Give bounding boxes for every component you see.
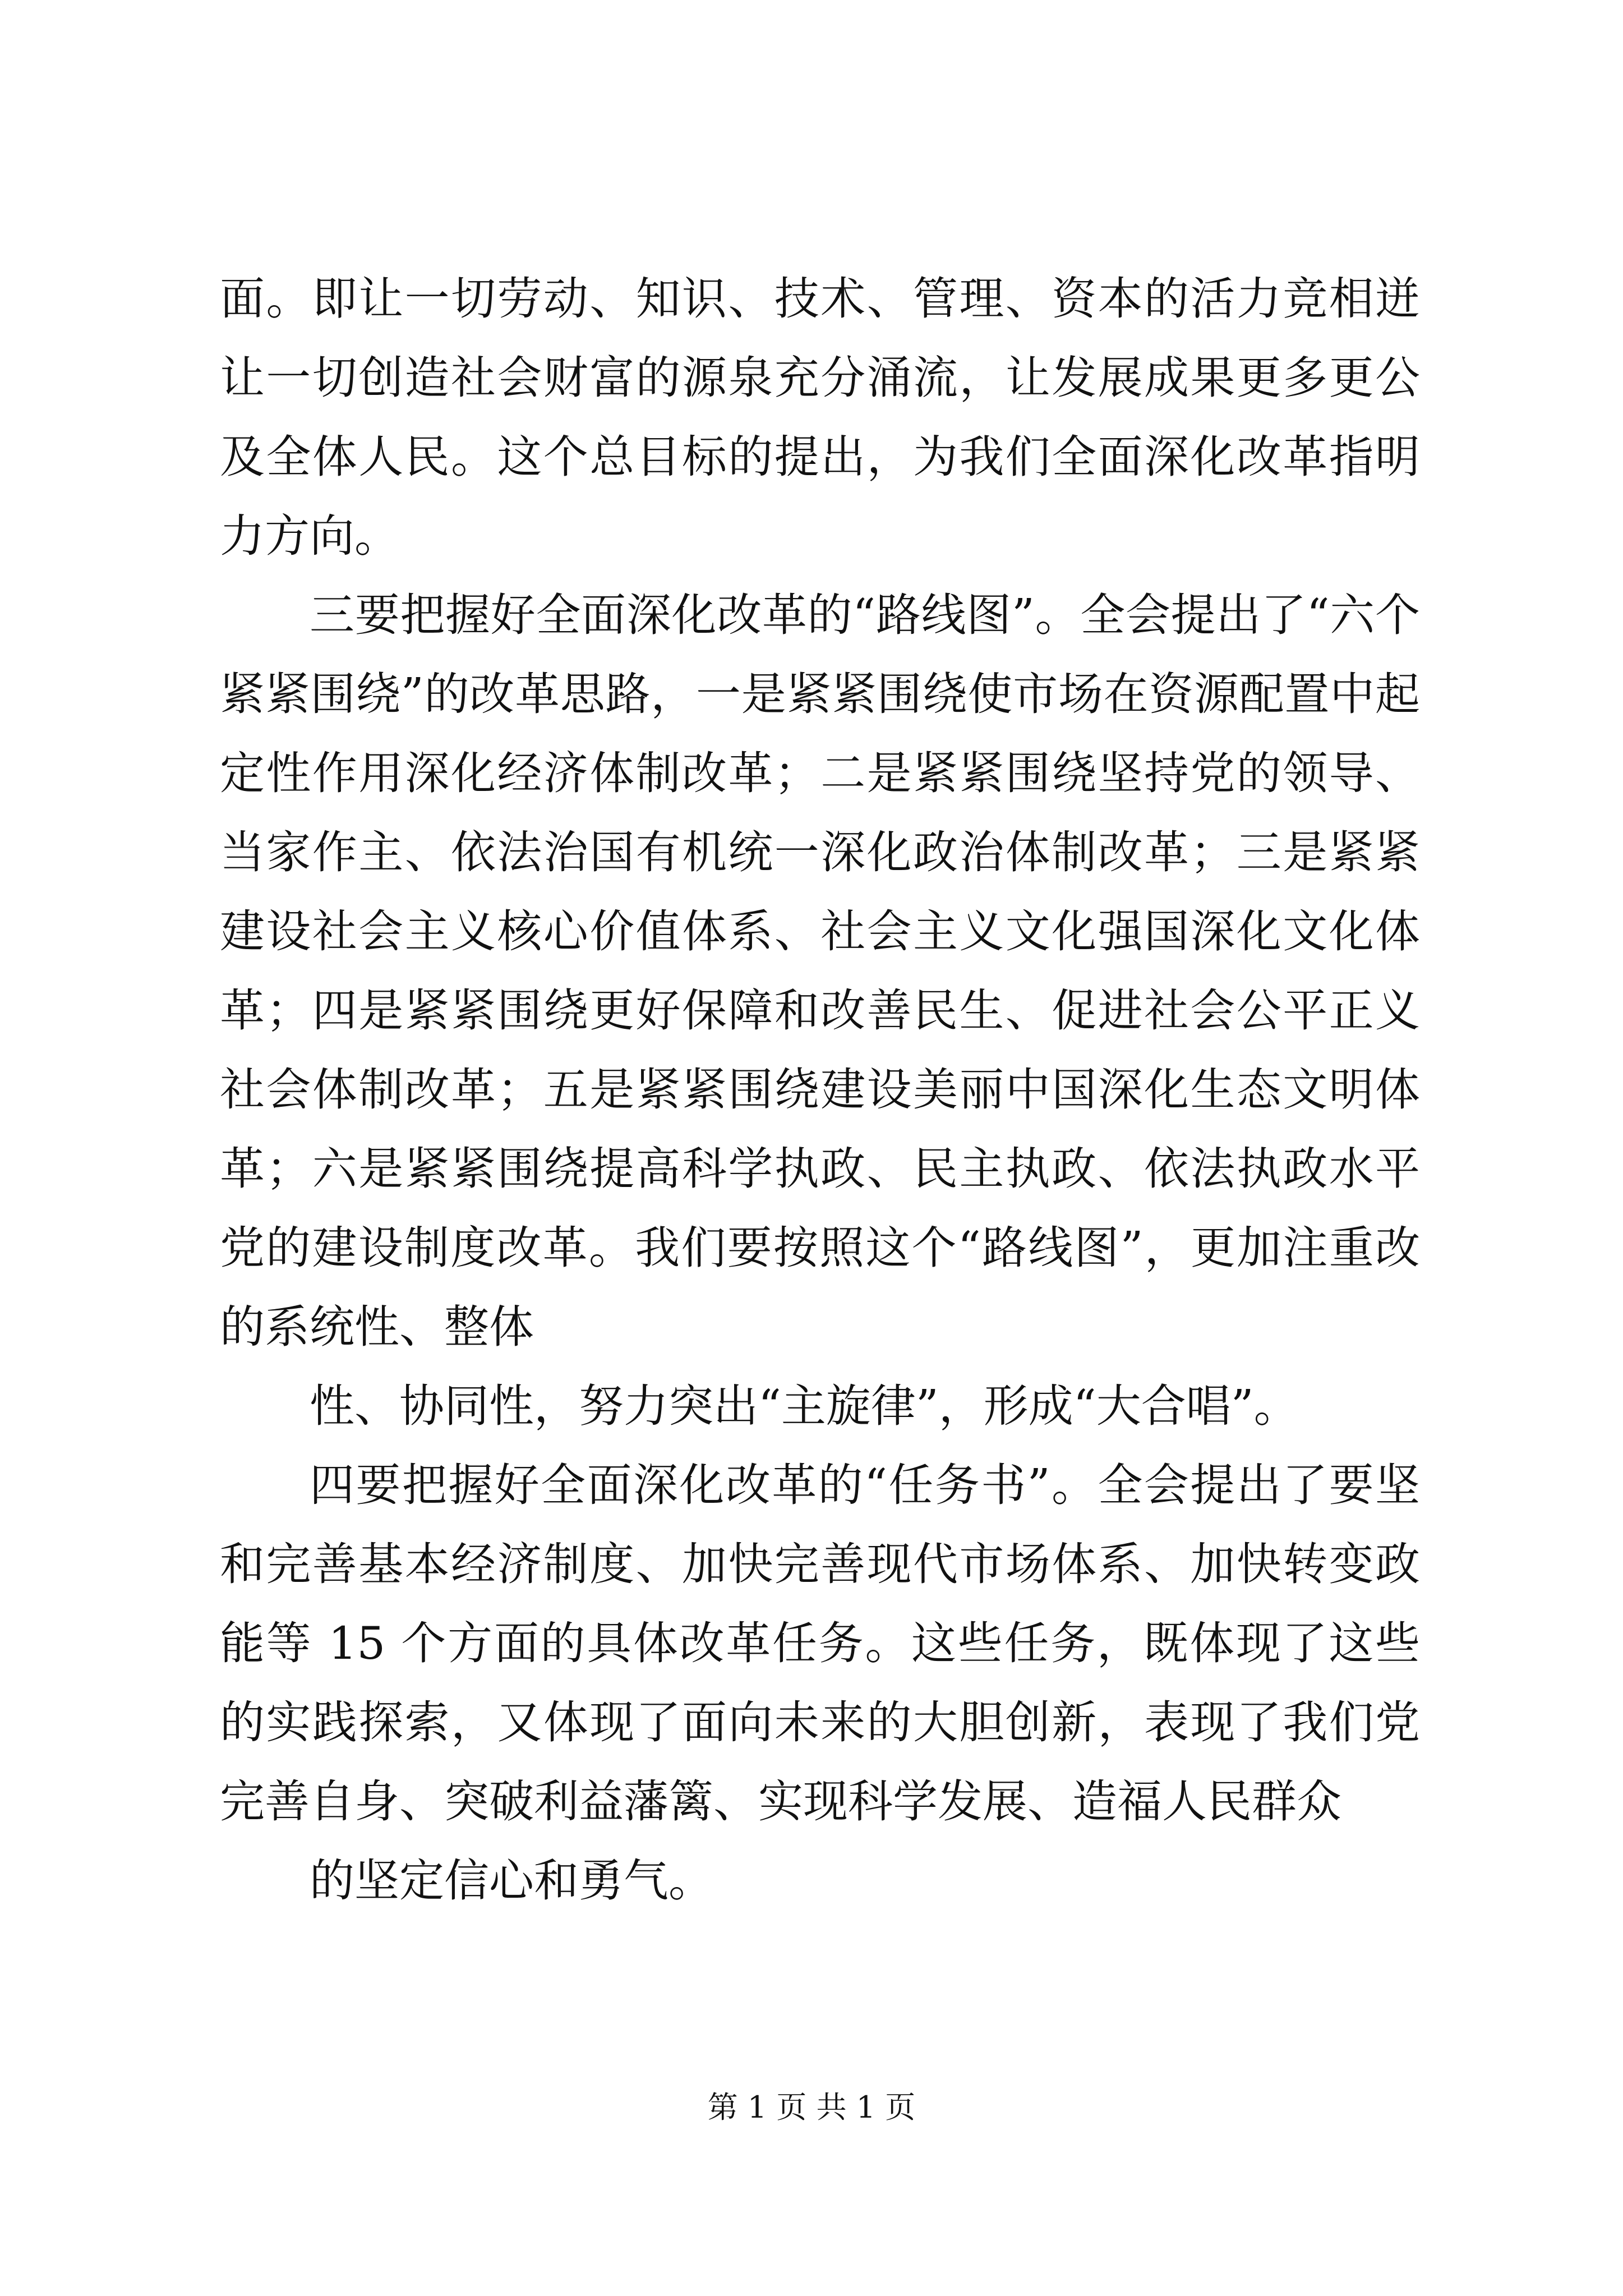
text-line: 当家作主、依法治国有机统一深化政治体制改革；三是紧紧 bbox=[220, 826, 1420, 878]
text-line: 完善自身、突破利益藩篱、实现科学发展、造福人民群众 bbox=[220, 1775, 1341, 1828]
text-line: 党的建设制度改革。我们要按照这个“路线图”，更加注重改 bbox=[220, 1222, 1420, 1274]
text-line: 让一切创造社会财富的源泉充分涌流，让发展成果更多更公 bbox=[220, 352, 1420, 404]
text-line: 和完善基本经济制度、加快完善现代市场体系、加快转变政 bbox=[220, 1538, 1420, 1590]
page-number-footer: 第 1 页 共 1 页 bbox=[707, 2090, 916, 2125]
text-line: 的系统性、整体 bbox=[220, 1301, 534, 1353]
text-line: 社会体制改革；五是紧紧围绕建设美丽中国深化生态文明体 bbox=[220, 1064, 1420, 1116]
text-line: 革；六是紧紧围绕提高科学执政、民主执政、依法执政水平 bbox=[220, 1143, 1420, 1195]
text-line: 的坚定信心和勇气。 bbox=[310, 1855, 713, 1907]
text-line: 的实践探索，又体现了面向未来的大胆创新，表现了我们党 bbox=[220, 1696, 1420, 1749]
text-line: 面。即让一切劳动、知识、技术、管理、资本的活力竞相迸 bbox=[220, 273, 1420, 325]
text-line: 三要把握好全面深化改革的“路线图”。全会提出了“六个 bbox=[310, 589, 1420, 641]
body-text bbox=[220, 259, 1420, 1920]
text-line: 及全体人民。这个总目标的提出，为我们全面深化改革指明 bbox=[220, 431, 1420, 483]
text-line: 力方向。 bbox=[220, 510, 399, 562]
text-line: 能等 15 个方面的具体改革任务。这些任务，既体现了这些 bbox=[220, 1617, 1420, 1669]
text-line: 性、协同性，努力突出“主旋律”，形成“大合唱”。 bbox=[310, 1380, 1299, 1432]
text-line: 革；四是紧紧围绕更好保障和改善民生、促进社会公平正义 bbox=[220, 984, 1420, 1037]
text-line: 建设社会主义核心价值体系、社会主义文化强国深化文化体 bbox=[220, 905, 1420, 958]
text-line: 四要把握好全面深化改革的“任务书”。全会提出了要坚 bbox=[310, 1459, 1420, 1511]
text-line: 定性作用深化经济体制改革；二是紧紧围绕坚持党的领导、 bbox=[220, 747, 1420, 799]
text-line: 紧紧围绕”的改革思路，一是紧紧围绕使市场在资源配置中起 bbox=[220, 668, 1420, 720]
